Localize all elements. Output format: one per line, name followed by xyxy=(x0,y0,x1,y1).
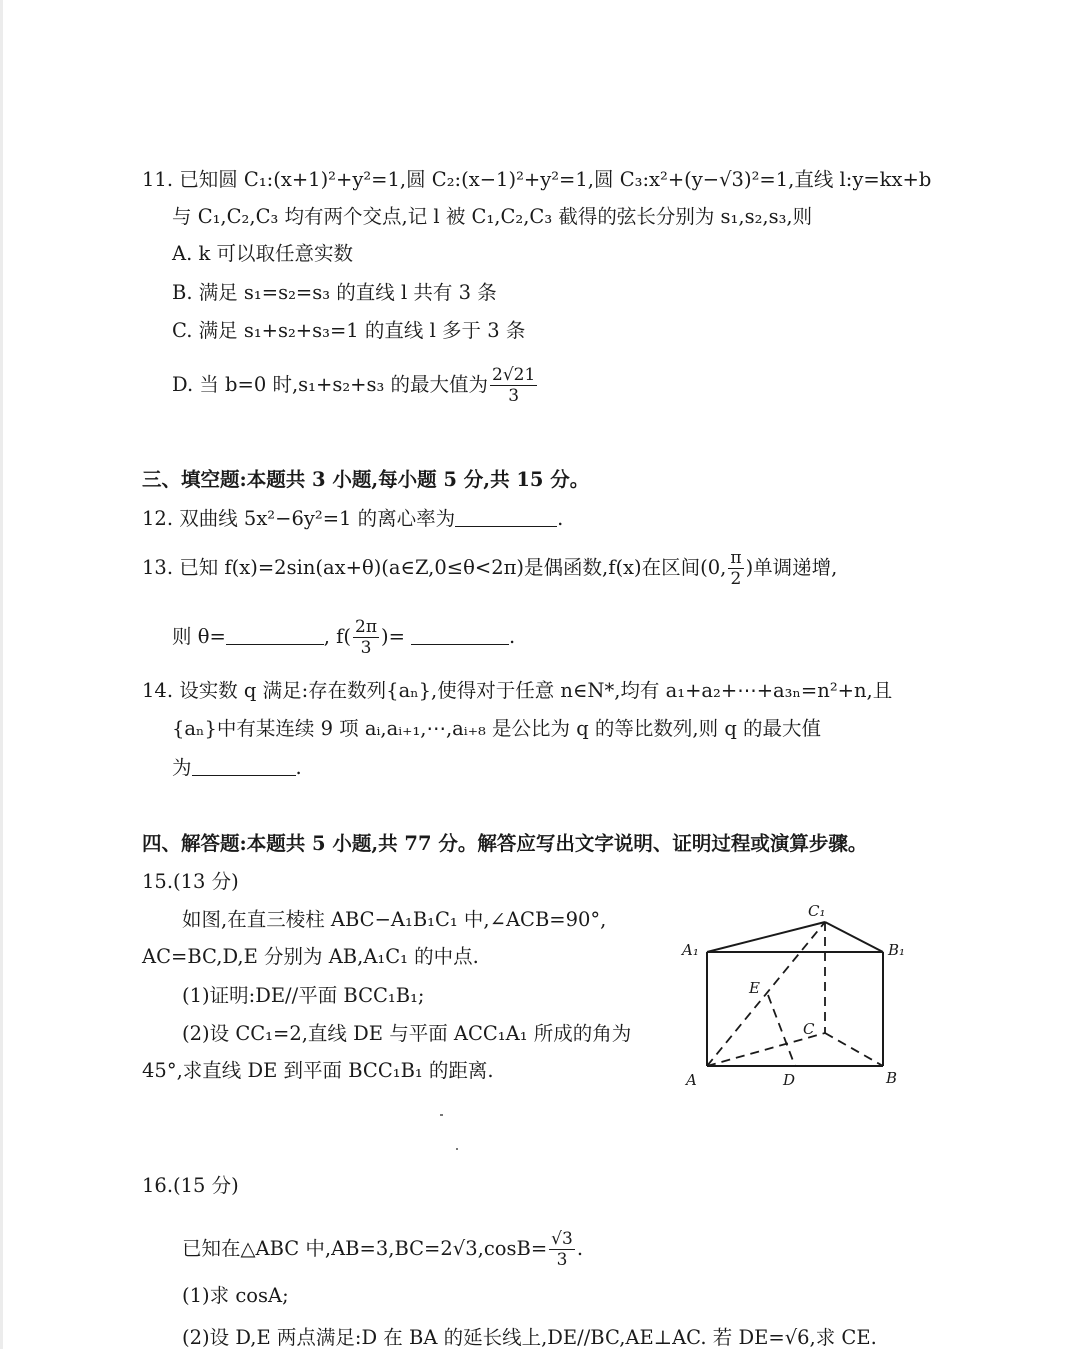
q11-option-d-text: D. 当 b=0 时,s₁+s₂+s₃ 的最大值为 xyxy=(172,373,489,396)
answer-blank xyxy=(455,508,557,527)
q16-fraction-sqrt3-over-3 xyxy=(549,1229,575,1270)
q13-text-post: )单调递增, xyxy=(745,556,838,579)
scan-speck xyxy=(456,1148,458,1150)
q13-line2 xyxy=(172,617,515,658)
segment-a-c1 xyxy=(707,922,825,1066)
q16-part2: (2)设 D,E 两点满足:D 在 BA 的延长线上,DE//BC,AE⊥AC. 若 DE=√6,求 CE. xyxy=(182,1326,877,1349)
q13-fraction-pi-over-2 xyxy=(728,548,743,589)
section-3-heading: 三、填空题:本题共 3 小题,每小题 5 分,共 15 分。 xyxy=(142,468,590,491)
q11-option-d xyxy=(172,365,539,406)
label-d: D xyxy=(783,1071,796,1089)
q13-line1 xyxy=(142,548,837,589)
q14-line3 xyxy=(172,756,302,780)
q11-option-b: B. 满足 s₁=s₂=s₃ 的直线 l 共有 3 条 xyxy=(172,281,497,304)
q12-line xyxy=(142,507,563,531)
q13-text-pre: 13. 已知 f(x)=2sin(ax+θ)(a∈Z,0≤θ<2π)是偶函数,f(x)在区间(0, xyxy=(142,556,727,579)
section-4-heading: 四、解答题:本题共 5 小题,共 77 分。解答应写出文字说明、证明过程或演算步骤。 xyxy=(142,832,868,855)
q11-option-c: C. 满足 s₁+s₂+s₃=1 的直线 l 多于 3 条 xyxy=(172,319,526,342)
fraction-denominator: 2 xyxy=(730,569,742,589)
q13-f-label: , f( xyxy=(323,625,352,648)
edge-c-b-hidden xyxy=(825,1033,883,1066)
label-a: A xyxy=(686,1071,697,1089)
q14-text: 为 xyxy=(172,756,192,779)
scan-speck xyxy=(440,1114,443,1116)
fraction-numerator: √3 xyxy=(551,1229,573,1249)
segment-e-d xyxy=(768,995,795,1066)
q16-text-post: . xyxy=(576,1237,584,1260)
q14-line1: 14. 设实数 q 满足:存在数列{aₙ},使得对于任意 n∈N*,均有 a₁+a₂+⋯+a₃ₙ=n²+n,且 xyxy=(142,679,893,702)
answer-blank xyxy=(411,626,509,645)
q12-end: . xyxy=(557,507,564,530)
q16-part1: (1)求 cosA; xyxy=(182,1284,289,1307)
q11-option-d-fraction xyxy=(490,365,537,406)
fraction-numerator: 2√21 xyxy=(492,365,536,385)
fraction-denominator: 3 xyxy=(508,386,520,406)
fraction-numerator: π xyxy=(730,548,742,568)
q15-line2: AC=BC,D,E 分别为 AB,A₁C₁ 的中点. xyxy=(142,945,479,968)
q16-text-pre: 已知在△ABC 中,AB=3,BC=2√3,cosB= xyxy=(182,1237,548,1260)
prism-figure xyxy=(680,895,920,1095)
q14-end: . xyxy=(295,756,302,779)
fraction-denominator: 3 xyxy=(556,1250,568,1270)
q13-end: . xyxy=(508,625,516,648)
label-b1: B₁ xyxy=(888,941,906,959)
answer-blank xyxy=(226,626,324,645)
fraction-numerator: 2π xyxy=(355,617,378,637)
label-b: B xyxy=(886,1069,898,1087)
label-c1: C₁ xyxy=(808,902,826,920)
q13-theta-label: 则 θ= xyxy=(172,625,226,648)
q16-heading: 16.(15 分) xyxy=(142,1174,239,1197)
q15-part1: (1)证明:DE//平面 BCC₁B₁; xyxy=(182,984,425,1007)
q13-equals: )= xyxy=(381,625,405,648)
q13-fraction-2pi-over-3 xyxy=(353,617,379,658)
edge-c1-b1 xyxy=(825,922,883,952)
q14-line2: {aₙ}中有某连续 9 项 aᵢ,aᵢ₊₁,⋯,aᵢ₊₈ 是公比为 q 的等比数列,则 q 的最大值 xyxy=(172,717,821,740)
answer-blank xyxy=(192,757,296,776)
scan-edge-shadow xyxy=(0,0,3,1349)
fraction-denominator: 3 xyxy=(360,638,372,658)
q11-stem-line2: 与 C₁,C₂,C₃ 均有两个交点,记 l 被 C₁,C₂,C₃ 截得的弦长分别为 s₁,s₂,s₃,则 xyxy=(172,205,813,228)
q15-heading: 15.(13 分) xyxy=(142,870,239,893)
q12-text: 12. 双曲线 5x²−6y²=1 的离心率为 xyxy=(142,507,456,530)
q11-stem-line1: 11. 已知圆 C₁:(x+1)²+y²=1,圆 C₂:(x−1)²+y²=1,圆 C₃:x²+(y−√3)²=1,直线 l:y=kx+b xyxy=(142,168,932,191)
q15-line1: 如图,在直三棱柱 ABC−A₁B₁C₁ 中,∠ACB=90°, xyxy=(182,908,607,931)
edge-a1-c1 xyxy=(707,922,825,952)
label-e: E xyxy=(749,979,760,997)
q11-option-a: A. k 可以取任意实数 xyxy=(172,242,353,265)
q15-part2-continued: 45°,求直线 DE 到平面 BCC₁B₁ 的距离. xyxy=(142,1059,494,1082)
label-c: C xyxy=(803,1020,815,1038)
q15-part2: (2)设 CC₁=2,直线 DE 与平面 ACC₁A₁ 所成的角为 xyxy=(182,1022,632,1045)
label-a1: A₁ xyxy=(682,941,699,959)
q16-line1 xyxy=(182,1229,583,1270)
